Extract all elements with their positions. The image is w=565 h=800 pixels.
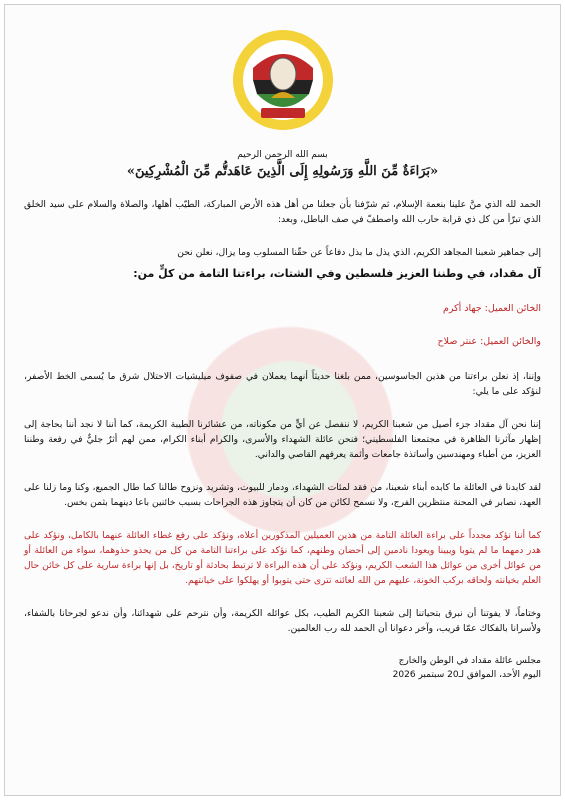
family-emblem-logo	[231, 28, 335, 132]
traitor-1: الخائن العميل: جهاد أكرم	[442, 303, 541, 314]
family-paragraph: إننا نحن آل مقداد جزء أصيل من شعبنا الكريم، لا ننفصل عن أيٍّ من مكوناته، من عشائرنا الطيبة الكريمة، كما أننا لا نجد أننا بحاجة إلى إظهار مآثرنا الظاهرة في مجتمعنا الفلسطيني؛ فنحن عائلة الشهداء والأسرى، والكرام أبناء الكرام، ممن لهم أثرٌ جليٌّ في رفعة وطننا العزيز، من أطباء ومهندسين وأساتذة جامعات وأئمة يعرفهم القاصي والداني.	[24, 419, 541, 460]
quran-verse: «بَرَاءَةٌ مِّنَ اللَّهِ وَرَسُولِهِ إِلَى الَّذِينَ عَاهَدتُّم مِّنَ الْمُشْرِكِينَ»	[126, 164, 439, 179]
signature: مجلس عائلة مقداد في الوطن والخارج	[398, 656, 541, 666]
intro-paragraph: الحمد لله الذي منَّ علينا بنعمة الإسلام، ثم شرّفنا بأن جعلنا من أهل هذه الأرض المباركة، الطيّب أهلها، والصلاة والسلام على سيد الخلق الذي تبرّأ من كل ذي قرابة حارب الله واصطفّ في صف الباطل، وبعد:	[24, 199, 541, 225]
letter-body	[24, 150, 541, 682]
red-declaration-paragraph: كما أننا نؤكد مجدداً على براءة العائلة التامة من هذين العميلين المذكورين أعلاه، ونؤكد على رفع غطاء العائلة عنهما بالكامل، ونؤكد على هدر دمهما ما لم يتوبا ويبينا ويعودا نادمين إلى أحضان وطنهم، كما نؤكد على براءتنا التامة من كل من يحذو حذوهما، سواء من العائلة أو من عوائل أخرى من عوائل هذا الشعب الكريم، ونؤكد على أن هذه البراءة لا ترتبط بحادثة أو تاريخ، بل إنها براءة سارية على كل خائن حال العلم بخيانته ولحاقه بركب الخونة، عليهم من الله لعائنه تترى حتى يتوبوا أو يهلكوا على خيانتهم.	[24, 530, 541, 586]
closing-paragraph: وختاماً، لا يفوتنا أن نبرق بتحياتنا إلى شعبنا الكريم الطيب، بكل عوائله الكريمة، وأن نترحم على شهدائنا، وأن ندعو لجرحانا بالشفاء، ولأسرانا بالفكاك عمّا قريب، وآخر دعوانا أن الحمد لله رب العالمين.	[24, 608, 541, 634]
traitor-2: والخائن العميل: عنتر صلاح	[437, 336, 541, 347]
address-declaration: آل مقداد، في وطننا العزيز فلسطين وفي الشتات، براءتنا التامة من كلٍّ من:	[133, 267, 541, 280]
basmala: بسم الله الرحمن الرحيم	[237, 150, 328, 160]
spies-paragraph: وإننا، إذ نعلن براءتنا من هذين الجاسوسين، ممن بلغنا حديثاً أنهما يعملان في صفوف ميليشيات الاحتلال شرق ما يُسمى الخط الأصفر، لنؤكد على ما يلي:	[24, 371, 541, 397]
suffering-paragraph: لقد كابدنا في العائلة ما كابده أبناء شعبنا، من فقد لمئات الشهداء، ودمار للبيوت، وتشريد ونزوح طالنا كما طال الجميع، وكنا وما زلنا على العهد، نصابر في المحنة منتظرين الفرج، ولا نسمح لكائن من كان أن يتجاوز هذه الجراحات بسبب خائنين باعا دينهما بثمن بخس.	[24, 482, 541, 508]
address-paragraph: إلى جماهير شعبنا المجاهد الكريم، الذي يذل ما بذل دفاعاً عن حقّنا المسلوب وما يزال، نعلن نحن	[177, 247, 541, 258]
date-line: اليوم الأحد، الموافق لـ20 سبتمبر 2026	[392, 670, 541, 680]
